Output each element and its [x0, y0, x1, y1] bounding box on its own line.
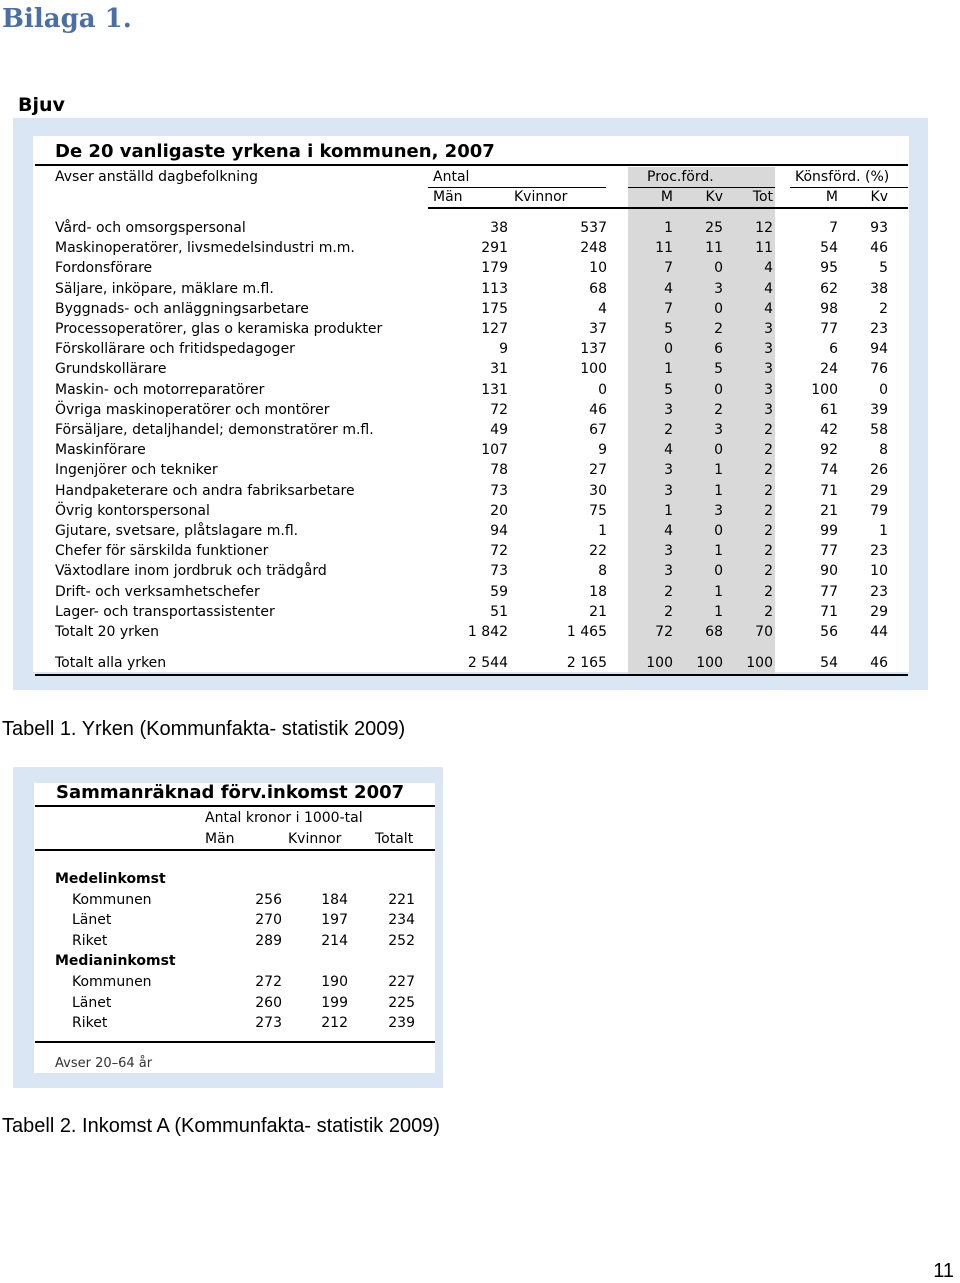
table2-bottom-rule — [35, 1041, 435, 1043]
table1-row-label: Totalt 20 yrken — [55, 624, 160, 640]
table2-cell: 260 — [255, 994, 282, 1011]
table2-cell: 256 — [255, 891, 282, 908]
table1-cell: 54 — [820, 655, 838, 671]
table1-cell: 1 — [664, 361, 673, 378]
table1-cell: 9 — [598, 442, 607, 459]
table1-row-label: Ingenjörer och tekniker — [55, 462, 218, 479]
table1-cell: 3 — [764, 341, 773, 358]
table1-cell: 20 — [490, 502, 508, 519]
table2-cell: 234 — [388, 912, 415, 929]
table1-cell: 72 — [490, 401, 508, 418]
table1-cell: 5 — [714, 361, 723, 378]
table1-cell: 31 — [490, 361, 508, 378]
table2-cell: 190 — [321, 974, 348, 990]
table1-cell: 1 — [714, 603, 723, 620]
table1-cell: 93 — [870, 220, 888, 236]
table1-cell: 2 544 — [467, 655, 508, 671]
table2-cell: 212 — [321, 1015, 348, 1032]
table1-cell: 23 — [870, 321, 888, 337]
table1-cell: 2 — [764, 603, 773, 620]
table1-row-label: Försäljare, detaljhandel; demonstratörer m.fl. — [55, 422, 374, 438]
table1-cell: 113 — [481, 280, 508, 297]
table1-cell: 2 — [664, 422, 673, 438]
table1-row-label: Säljare, inköpare, mäklare m.fl. — [55, 280, 274, 297]
table1-cell: 46 — [870, 240, 888, 257]
table1-cell: 537 — [580, 220, 607, 236]
table1-cell: 0 — [664, 341, 673, 358]
table1-cell: 71 — [820, 603, 838, 620]
table1-cell: 2 — [764, 422, 773, 438]
table1-cell: 2 — [764, 482, 773, 499]
table2-cell: 184 — [321, 891, 348, 908]
table1-cell: 2 — [764, 563, 773, 580]
table1-col-kvinnor: Kvinnor — [514, 189, 568, 205]
table1-cell: 3 — [714, 422, 723, 438]
table1-cell: 11 — [705, 240, 723, 257]
table1-col-man: Män — [433, 189, 463, 205]
table1-cell: 1 — [714, 583, 723, 600]
table1-cell: 131 — [481, 381, 508, 398]
table1-cell: 248 — [580, 240, 607, 257]
page-heading: Bilaga 1. — [2, 4, 132, 34]
table1-region-label: Bjuv — [18, 94, 65, 116]
table1-cell: 29 — [870, 603, 888, 620]
table1-row-label: Maskinoperatörer, livsmedelsindustri m.m. — [55, 240, 355, 257]
table1-cell: 4 — [664, 442, 673, 459]
table1-cell: 78 — [490, 462, 508, 479]
table1-cell: 38 — [870, 280, 888, 297]
table1-cell: 5 — [664, 321, 673, 337]
table1-cell: 2 — [879, 300, 888, 317]
page-number: 11 — [933, 1260, 954, 1282]
table1-cell: 1 — [664, 220, 673, 236]
table1-cell: 10 — [870, 563, 888, 580]
table1-cell: 27 — [589, 462, 607, 479]
table1-cell: 0 — [714, 523, 723, 539]
table1-subtitle: Avser anställd dagbefolkning — [55, 169, 258, 185]
table1-cell: 1 — [714, 482, 723, 499]
table2-col-man: Män — [205, 831, 235, 847]
table1-group-antal: Antal — [433, 169, 470, 185]
table1-cell: 54 — [820, 240, 838, 257]
table1-cell: 21 — [820, 502, 838, 519]
table1-cell: 175 — [481, 300, 508, 317]
table1-row-label: Vård- och omsorgspersonal — [55, 220, 246, 236]
table1-cell: 71 — [820, 482, 838, 499]
table1-cell: 9 — [499, 341, 508, 358]
table1-cell: 1 842 — [467, 624, 508, 640]
table1-cell: 1 — [714, 543, 723, 560]
table1-header-rule — [428, 207, 908, 209]
table1-cell: 72 — [490, 543, 508, 560]
table1-cell: 76 — [870, 361, 888, 378]
table1-cell: 37 — [589, 321, 607, 337]
table1-row-label: Växtodlare inom jordbruk och trädgård — [55, 563, 327, 580]
table1-cell: 95 — [820, 260, 838, 277]
table2-cell: 225 — [388, 994, 415, 1011]
table1-cell: 0 — [714, 300, 723, 317]
table1-row-label: Processoperatörer, glas o keramiska produkter — [55, 321, 383, 337]
table1-antal-rule — [428, 187, 606, 188]
table1-cell: 2 — [764, 523, 773, 539]
table2-col-totalt: Totalt — [375, 831, 414, 847]
table1-cell: 2 — [714, 401, 723, 418]
table1-konsford-rule — [790, 187, 908, 188]
table1-cell: 2 — [664, 583, 673, 600]
table2-row-label: Riket — [72, 1015, 108, 1032]
table2-cell: 227 — [388, 974, 415, 990]
table2-cell: 289 — [255, 932, 282, 949]
table1-cell: 7 — [829, 220, 838, 236]
table2-row-label: Riket — [72, 932, 108, 949]
table1-cell: 100 — [746, 655, 773, 671]
table1-row-label: Maskinförare — [55, 442, 146, 459]
table1-col-tot: Tot — [752, 189, 773, 205]
table1-cell: 100 — [696, 655, 723, 671]
table1-cell: 56 — [820, 624, 838, 640]
table1-cell: 61 — [820, 401, 838, 418]
table1-row-label: Totalt alla yrken — [55, 655, 167, 671]
table1-cell: 7 — [664, 260, 673, 277]
table1-cell: 291 — [481, 240, 508, 257]
table1-cell: 39 — [870, 401, 888, 418]
table2-top-rule — [35, 805, 435, 807]
table1-cell: 107 — [481, 442, 508, 459]
table1-col-kv2: Kv — [870, 189, 888, 205]
table2-unit: Antal kronor i 1000-tal — [205, 810, 363, 826]
table1-cell: 38 — [490, 220, 508, 236]
table2-footnote: Avser 20–64 år — [55, 1056, 153, 1071]
table2-row-label: Kommunen — [72, 891, 152, 908]
table1-cell: 72 — [655, 624, 673, 640]
table1-cell: 100 — [646, 655, 673, 671]
table1-cell: 94 — [490, 523, 508, 539]
table2-cell: 199 — [321, 994, 348, 1011]
table1-cell: 1 — [714, 462, 723, 479]
table1-cell: 0 — [598, 381, 607, 398]
table1-cell: 11 — [655, 240, 673, 257]
table1-cell: 58 — [870, 422, 888, 438]
table1-cell: 3 — [764, 401, 773, 418]
table1-cell: 6 — [714, 341, 723, 358]
table1-cell: 90 — [820, 563, 838, 580]
table1-col-m2: M — [825, 189, 838, 205]
table1-cell: 8 — [598, 563, 607, 580]
table1-cell: 11 — [755, 240, 773, 257]
table1-cell: 44 — [870, 624, 888, 640]
table2-caption: Tabell 2. Inkomst A (Kommunfakta- statistik 2009) — [2, 1115, 440, 1137]
table2-cell: 252 — [388, 932, 415, 949]
table1-cell: 3 — [764, 321, 773, 337]
table1-cell: 30 — [589, 482, 607, 499]
table1-cell: 3 — [664, 462, 673, 479]
table1-row-label: Handpaketerare och andra fabriksarbetare — [55, 482, 355, 499]
table1-cell: 100 — [811, 381, 838, 398]
table1-cell: 18 — [589, 583, 607, 600]
table1-cell: 99 — [820, 523, 838, 539]
table1-cell: 100 — [580, 361, 607, 378]
table1-cell: 3 — [714, 502, 723, 519]
table1-cell: 79 — [870, 502, 888, 519]
table1-cell: 23 — [870, 543, 888, 560]
table1-cell: 127 — [481, 321, 508, 337]
table1-cell: 3 — [764, 381, 773, 398]
table1-cell: 77 — [820, 543, 838, 560]
table1-top-rule — [35, 164, 908, 166]
table1-cell: 2 — [764, 583, 773, 600]
table1-cell: 5 — [879, 260, 888, 277]
table1-cell: 3 — [714, 280, 723, 297]
table1-cell: 77 — [820, 321, 838, 337]
table1-cell: 0 — [714, 381, 723, 398]
table1-cell: 51 — [490, 603, 508, 620]
table1-cell: 42 — [820, 422, 838, 438]
table2-cell: 239 — [388, 1015, 415, 1032]
table2-row-label: Kommunen — [72, 974, 152, 990]
table1-cell: 3 — [664, 482, 673, 499]
table1-group-konsford: Könsförd. (%) — [795, 169, 890, 185]
table2-cell: 221 — [388, 891, 415, 908]
table1-cell: 3 — [664, 543, 673, 560]
table1-cell: 77 — [820, 583, 838, 600]
table1-row-label: Drift- och verksamhetschefer — [55, 583, 260, 600]
table1-title: De 20 vanligaste yrkena i kommunen, 2007 — [55, 141, 495, 162]
table2-cell: 272 — [255, 974, 282, 990]
table1-row-label: Maskin- och motorreparatörer — [55, 381, 265, 398]
table1-cell: 4 — [598, 300, 607, 317]
table1-col-m: M — [660, 189, 673, 205]
table1-cell: 2 — [764, 442, 773, 459]
table1-cell: 2 — [664, 603, 673, 620]
table1-row-label: Fordonsförare — [55, 260, 153, 277]
table2-cell: 270 — [255, 912, 282, 929]
table1-cell: 24 — [820, 361, 838, 378]
table1-cell: 29 — [870, 482, 888, 499]
table1-cell: 2 — [764, 462, 773, 479]
table1-bottom-rule — [35, 674, 908, 676]
table1-cell: 49 — [490, 422, 508, 438]
table1-cell: 2 165 — [566, 655, 607, 671]
table2-cell: 273 — [255, 1015, 282, 1032]
table1-cell: 10 — [589, 260, 607, 277]
table1-row-label: Chefer för särskilda funktioner — [55, 543, 269, 560]
table1-cell: 4 — [664, 523, 673, 539]
table1-cell: 4 — [764, 280, 773, 297]
table1-cell: 2 — [714, 321, 723, 337]
table1-cell: 92 — [820, 442, 838, 459]
table2-header-rule — [35, 849, 435, 851]
table1-row-label: Förskollärare och fritidspedagoger — [55, 341, 295, 358]
table1-cell: 4 — [764, 260, 773, 277]
table1-cell: 12 — [755, 220, 773, 236]
table1-cell: 94 — [870, 341, 888, 358]
table1-cell: 75 — [589, 502, 607, 519]
table2-row-label: Länet — [72, 994, 112, 1011]
table1-cell: 22 — [589, 543, 607, 560]
table2-row-label: Länet — [72, 912, 112, 929]
table1-cell: 67 — [589, 422, 607, 438]
table1-cell: 62 — [820, 280, 838, 297]
table1-cell: 68 — [705, 624, 723, 640]
table1-cell: 74 — [820, 462, 838, 479]
table1-row-label: Övrig kontorspersonal — [55, 502, 210, 519]
table1-col-kv: Kv — [705, 189, 723, 205]
table1-cell: 3 — [664, 563, 673, 580]
table1-cell: 1 465 — [566, 624, 607, 640]
table1-cell: 5 — [664, 381, 673, 398]
table1-cell: 73 — [490, 563, 508, 580]
table1-cell: 25 — [705, 220, 723, 236]
table1-cell: 7 — [664, 300, 673, 317]
table1-cell: 4 — [664, 280, 673, 297]
table1-row-label: Gjutare, svetsare, plåtslagare m.fl. — [55, 523, 299, 539]
table1-cell: 1 — [664, 502, 673, 519]
table1-cell: 26 — [870, 462, 888, 479]
table1-cell: 73 — [490, 482, 508, 499]
table1-row-label: Övriga maskinoperatörer och montörer — [55, 401, 330, 418]
table2-cell: 197 — [321, 912, 348, 929]
table1-cell: 3 — [664, 401, 673, 418]
table1-row-label: Byggnads- och anläggningsarbetare — [55, 300, 309, 317]
table1-cell: 68 — [589, 280, 607, 297]
table1-cell: 1 — [879, 523, 888, 539]
table1-cell: 6 — [829, 341, 838, 358]
table1-cell: 59 — [490, 583, 508, 600]
table1-cell: 98 — [820, 300, 838, 317]
table1-cell: 1 — [598, 523, 607, 539]
table2-col-kvinnor: Kvinnor — [288, 831, 342, 847]
table1-cell: 2 — [764, 543, 773, 560]
table1-cell: 2 — [764, 502, 773, 519]
table1-row-label: Lager- och transportassistenter — [55, 603, 275, 620]
table2-group-label: Medelinkomst — [55, 871, 166, 887]
table1-cell: 0 — [714, 563, 723, 580]
table1-cell: 46 — [589, 401, 607, 418]
table2-group-label: Medianinkomst — [55, 953, 176, 970]
table2-cell: 214 — [321, 932, 348, 949]
table1-cell: 137 — [580, 341, 607, 358]
table2-title: Sammanräknad förv.inkomst 2007 — [56, 782, 405, 803]
table1-cell: 4 — [764, 300, 773, 317]
table1-procford-rule — [628, 187, 775, 188]
table1-cell: 23 — [870, 583, 888, 600]
table1-cell: 0 — [879, 381, 888, 398]
table1-row-label: Grundskollärare — [55, 361, 167, 378]
table1-cell: 8 — [879, 442, 888, 459]
table1-cell: 21 — [589, 603, 607, 620]
table1-caption: Tabell 1. Yrken (Kommunfakta- statistik 2009) — [2, 718, 406, 740]
table1-cell: 46 — [870, 655, 888, 671]
table1-group-procford: Proc.förd. — [647, 169, 714, 185]
table1-cell: 179 — [481, 260, 508, 277]
table1-cell: 0 — [714, 442, 723, 459]
table1-cell: 3 — [764, 361, 773, 378]
table1-cell: 0 — [714, 260, 723, 277]
table1-cell: 70 — [755, 624, 773, 640]
